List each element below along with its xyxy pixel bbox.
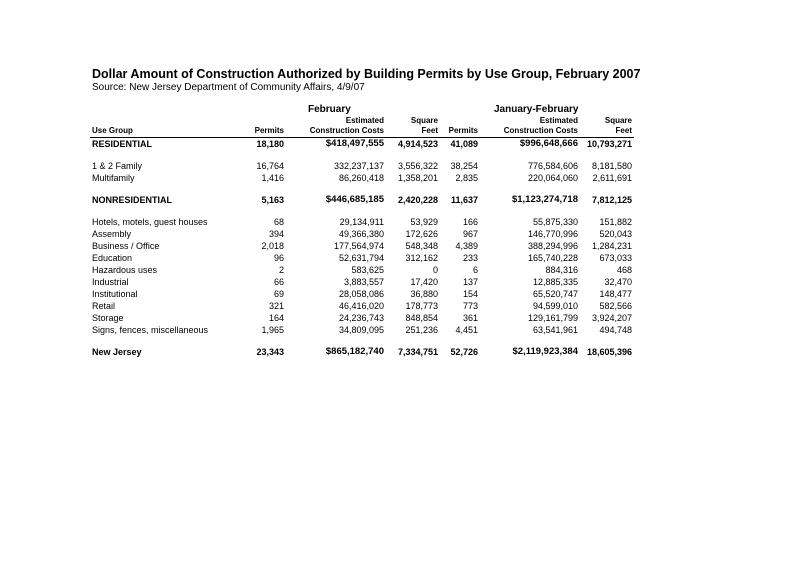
col-permits: Permits bbox=[240, 126, 286, 138]
cell-f-sqft: 548,348 bbox=[405, 241, 438, 251]
cell-f-sqft: 36,880 bbox=[410, 289, 438, 299]
cell-f-sqft: 251,236 bbox=[405, 325, 438, 335]
cell-y-sqft: 494,748 bbox=[599, 325, 632, 335]
cell-y-permits: 41,089 bbox=[450, 139, 478, 149]
header-row-top bbox=[90, 116, 634, 126]
cell-y-cost: 94,599,010 bbox=[532, 301, 578, 311]
table-row bbox=[90, 138, 634, 151]
cell-y-cost: $2,119,923,384 bbox=[512, 346, 578, 357]
row-label: Industrial bbox=[92, 277, 129, 287]
cell-y-cost: 884,316 bbox=[545, 265, 578, 275]
report-title: Dollar Amount of Construction Authorized by Building Permits by Use Group, February 2007 bbox=[92, 67, 641, 81]
cell-y-cost: 388,294,996 bbox=[527, 241, 578, 251]
cell-y-sqft: 582,566 bbox=[599, 301, 632, 311]
cell-f-cost: $865,182,740 bbox=[325, 346, 384, 357]
cell-f-cost: 34,809,095 bbox=[338, 325, 384, 335]
cell-y-cost: 129,161,799 bbox=[527, 313, 578, 323]
cell-f-permits: 1,965 bbox=[261, 325, 284, 335]
cell-f-sqft: 3,556,322 bbox=[397, 161, 438, 171]
group-header-ytd: January-February bbox=[494, 104, 579, 115]
table-row bbox=[90, 264, 634, 276]
cell-y-permits: 233 bbox=[462, 253, 478, 263]
cell-y-cost: 146,770,996 bbox=[527, 229, 578, 239]
cell-f-cost: 29,134,911 bbox=[339, 217, 384, 227]
table-row bbox=[90, 172, 634, 184]
col-estimated: Estimated bbox=[345, 116, 384, 125]
cell-f-cost: $418,497,555 bbox=[325, 138, 384, 149]
cell-y-cost: 63,541,961 bbox=[532, 325, 578, 335]
table-row bbox=[90, 160, 634, 172]
cell-f-sqft: 848,854 bbox=[405, 313, 438, 323]
row-label: Institutional bbox=[92, 289, 138, 299]
header-row-bottom bbox=[90, 126, 634, 138]
cell-f-sqft: 2,420,228 bbox=[397, 195, 438, 205]
table-row bbox=[90, 324, 634, 336]
cell-y-cost: 12,885,335 bbox=[532, 277, 578, 287]
col-permits-ytd: Permits bbox=[440, 126, 480, 138]
cell-y-sqft: 8,181,580 bbox=[591, 161, 632, 171]
cell-f-cost: $446,685,185 bbox=[325, 194, 384, 205]
cell-f-sqft: 17,420 bbox=[410, 277, 438, 287]
cell-f-permits: 68 bbox=[273, 217, 284, 227]
cell-f-cost: 46,416,020 bbox=[338, 301, 384, 311]
cell-y-cost: $996,648,666 bbox=[519, 138, 578, 149]
cell-y-sqft: 151,882 bbox=[599, 217, 632, 227]
col-square-ytd: Square bbox=[604, 116, 632, 125]
row-label: Hotels, motels, guest houses bbox=[92, 217, 208, 227]
cell-f-permits: 164 bbox=[268, 313, 284, 323]
cell-f-cost: 177,564,974 bbox=[333, 241, 384, 251]
row-label: Hazardous uses bbox=[92, 265, 158, 275]
row-label: NONRESIDENTIAL bbox=[92, 195, 173, 205]
cell-f-cost: 24,236,743 bbox=[338, 313, 384, 323]
cell-y-sqft: 148,477 bbox=[599, 289, 632, 299]
spacer-row bbox=[90, 206, 634, 216]
table-row bbox=[90, 240, 634, 252]
row-label: Signs, fences, miscellaneous bbox=[92, 325, 209, 335]
cell-y-permits: 52,726 bbox=[450, 347, 478, 357]
col-square: Square bbox=[410, 116, 438, 125]
cell-y-cost: 220,064,060 bbox=[527, 173, 578, 183]
cell-f-sqft: 4,914,523 bbox=[397, 139, 438, 149]
col-construction-costs-ytd: Construction Costs bbox=[480, 126, 580, 138]
row-label: 1 & 2 Family bbox=[92, 161, 143, 171]
cell-f-cost: 28,058,086 bbox=[338, 289, 384, 299]
cell-f-cost: 49,366,380 bbox=[338, 229, 384, 239]
spacer-row bbox=[90, 184, 634, 194]
col-feet-ytd: Feet bbox=[580, 126, 634, 138]
row-label: Storage bbox=[92, 313, 124, 323]
table-row bbox=[90, 288, 634, 300]
cell-y-sqft: 673,033 bbox=[599, 253, 632, 263]
table-row bbox=[90, 228, 634, 240]
cell-f-sqft: 0 bbox=[432, 265, 438, 275]
cell-y-cost: 165,740,228 bbox=[527, 253, 578, 263]
cell-f-permits: 394 bbox=[268, 229, 284, 239]
cell-y-permits: 38,254 bbox=[450, 161, 478, 171]
spacer-row bbox=[90, 150, 634, 160]
cell-y-sqft: 468 bbox=[616, 265, 632, 275]
row-label: Business / Office bbox=[92, 241, 160, 251]
cell-y-permits: 166 bbox=[462, 217, 478, 227]
cell-y-permits: 4,451 bbox=[455, 325, 478, 335]
cell-y-permits: 11,637 bbox=[450, 195, 478, 205]
cell-f-permits: 1,416 bbox=[261, 173, 284, 183]
cell-y-permits: 2,835 bbox=[455, 173, 478, 183]
cell-f-sqft: 7,334,751 bbox=[397, 347, 438, 357]
cell-f-cost: 332,237,137 bbox=[333, 161, 384, 171]
cell-f-permits: 66 bbox=[273, 277, 284, 287]
cell-f-permits: 16,764 bbox=[256, 161, 284, 171]
cell-y-cost: 776,584,606 bbox=[527, 161, 578, 171]
cell-y-sqft: 18,605,396 bbox=[586, 347, 632, 357]
source-note: Source: New Jersey Department of Community Affairs, 4/9/07 bbox=[92, 82, 365, 93]
table-row bbox=[90, 216, 634, 228]
cell-f-permits: 2 bbox=[278, 265, 284, 275]
cell-f-permits: 2,018 bbox=[261, 241, 284, 251]
cell-y-permits: 773 bbox=[462, 301, 478, 311]
table-row bbox=[90, 312, 634, 324]
table-body bbox=[90, 138, 634, 359]
cell-y-sqft: 7,812,125 bbox=[591, 195, 632, 205]
cell-y-cost: 65,520,747 bbox=[532, 289, 578, 299]
table-row bbox=[90, 252, 634, 264]
table-row bbox=[90, 276, 634, 288]
cell-f-permits: 23,343 bbox=[256, 347, 284, 357]
cell-f-sqft: 172,626 bbox=[405, 229, 438, 239]
cell-y-permits: 967 bbox=[462, 229, 478, 239]
col-feet: Feet bbox=[386, 126, 440, 138]
row-label: Education bbox=[92, 253, 133, 263]
table-row bbox=[90, 346, 634, 358]
cell-f-sqft: 312,162 bbox=[405, 253, 438, 263]
cell-f-sqft: 53,929 bbox=[410, 217, 438, 227]
cell-y-sqft: 520,043 bbox=[599, 229, 632, 239]
cell-y-permits: 4,389 bbox=[455, 241, 478, 251]
cell-y-sqft: 3,924,207 bbox=[591, 313, 632, 323]
col-construction-costs: Construction Costs bbox=[286, 126, 386, 138]
cell-y-permits: 361 bbox=[462, 313, 478, 323]
table-row bbox=[90, 194, 634, 206]
cell-y-permits: 137 bbox=[462, 277, 478, 287]
cell-y-cost: 55,875,330 bbox=[532, 217, 578, 227]
cell-y-permits: 6 bbox=[472, 265, 478, 275]
cell-f-cost: 3,883,557 bbox=[343, 277, 384, 287]
row-label: Assembly bbox=[92, 229, 132, 239]
cell-f-cost: 52,631,794 bbox=[338, 253, 384, 263]
cell-y-permits: 154 bbox=[462, 289, 478, 299]
cell-y-sqft: 32,470 bbox=[604, 277, 632, 287]
col-use-group: Use Group bbox=[90, 126, 240, 138]
row-label: RESIDENTIAL bbox=[92, 139, 153, 149]
cell-f-sqft: 178,773 bbox=[405, 301, 438, 311]
permits-table bbox=[90, 116, 634, 358]
cell-y-sqft: 2,611,691 bbox=[592, 173, 632, 183]
cell-f-cost: 86,260,418 bbox=[338, 173, 384, 183]
cell-f-cost: 583,625 bbox=[351, 265, 384, 275]
cell-y-cost: $1,123,274,718 bbox=[511, 194, 578, 205]
row-label: Multifamily bbox=[92, 173, 135, 183]
cell-f-permits: 69 bbox=[273, 289, 284, 299]
cell-f-sqft: 1,358,201 bbox=[397, 173, 438, 183]
cell-y-sqft: 10,793,271 bbox=[586, 139, 632, 149]
cell-f-permits: 321 bbox=[268, 301, 284, 311]
row-label: New Jersey bbox=[92, 347, 142, 357]
cell-f-permits: 18,180 bbox=[256, 139, 284, 149]
spacer-row bbox=[90, 336, 634, 346]
group-header-february: February bbox=[308, 104, 351, 115]
table-row bbox=[90, 300, 634, 312]
cell-y-sqft: 1,284,231 bbox=[591, 241, 632, 251]
row-label: Retail bbox=[92, 301, 116, 311]
cell-f-permits: 5,163 bbox=[261, 195, 284, 205]
cell-f-permits: 96 bbox=[273, 253, 284, 263]
col-estimated-ytd: Estimated bbox=[539, 116, 578, 125]
